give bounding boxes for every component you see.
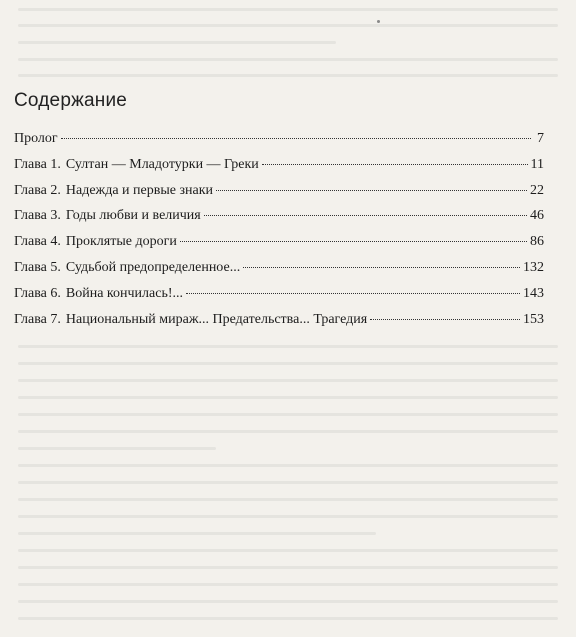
toc-entry-title [14,286,183,302]
toc-leader-dots [262,163,528,165]
toc-entry-title [14,208,201,224]
show-through-line [18,74,558,77]
show-through-line [18,549,558,552]
toc-leader-dots [370,318,520,320]
toc-entry-chapter: Глава 7. [14,311,61,327]
toc-entry-title [14,234,177,250]
show-through-line [18,430,558,433]
show-through-line [18,24,558,27]
toc-heading: Содержание [14,90,128,111]
show-through-line [18,396,558,399]
toc-entry-page: 46 [530,208,544,224]
toc-entry[interactable] [14,286,544,312]
toc-entry-name: Султан — Младотурки — Греки [65,156,259,172]
toc-leader-dots [204,214,527,216]
toc-entry-title [14,260,240,276]
show-through-line [18,413,558,416]
toc-entry-page: 143 [523,285,544,301]
toc-entry[interactable] [14,157,544,183]
toc-entry-name: Война кончилась!... [65,285,184,301]
toc-leader-dots [180,240,527,242]
toc-entry[interactable] [14,208,544,234]
show-through-line [18,481,558,484]
show-through-line [18,345,558,348]
show-through-line [18,447,216,450]
toc-leader-dots [186,292,520,294]
toc-entry-chapter: Глава 3. [14,208,61,224]
toc-list [14,131,544,337]
toc-leader-dots [216,189,527,191]
toc-entry-name: Пролог [14,131,58,146]
show-through-line [18,464,558,467]
show-through-line [18,617,558,620]
toc-entry-name: Национальный мираж... Предательства... Трагедия [65,311,368,327]
toc-entry-chapter: Глава 1. [14,156,61,172]
toc-entry-page: 153 [523,311,544,327]
toc-entry-title [14,157,259,173]
toc-entry[interactable] [14,234,544,260]
show-through-line [18,58,558,61]
toc-entry-name: Надежда и первые знаки [65,182,214,198]
toc-entry[interactable] [14,312,544,338]
toc-leader-dots [61,137,531,139]
toc-entry-title [14,131,58,147]
toc-entry-chapter: Глава 6. [14,285,61,301]
toc-entry-title [14,312,367,328]
toc-entry-chapter: Глава 5. [14,259,61,275]
toc-entry-page: 11 [530,156,544,172]
show-through-line [18,600,558,603]
show-through-line [18,532,376,535]
toc-entry-name: Судьбой предопределенное... [65,259,241,275]
toc-entry[interactable] [14,260,544,286]
toc-leader-dots [243,266,520,268]
toc-entry[interactable] [14,131,544,157]
show-through-line [18,379,558,382]
toc-entry-page: 7 [537,131,544,146]
show-through-line [18,566,558,569]
toc-entry-name: Годы любви и величия [65,208,201,224]
toc-entry[interactable] [14,183,544,209]
show-through-line [18,498,558,501]
show-through-line [18,583,558,586]
page-speck [377,20,380,23]
toc-entry-name: Проклятые дороги [65,234,177,250]
toc-entry-page: 132 [523,259,544,275]
show-through-line [18,362,558,365]
toc-entry-page: 22 [530,182,544,198]
show-through-line [18,41,336,44]
toc-entry-chapter: Глава 2. [14,182,61,198]
toc-entry-chapter: Глава 4. [14,234,61,250]
show-through-line [18,8,558,11]
toc-entry-title [14,183,213,199]
show-through-line [18,515,558,518]
toc-entry-page: 86 [530,234,544,250]
